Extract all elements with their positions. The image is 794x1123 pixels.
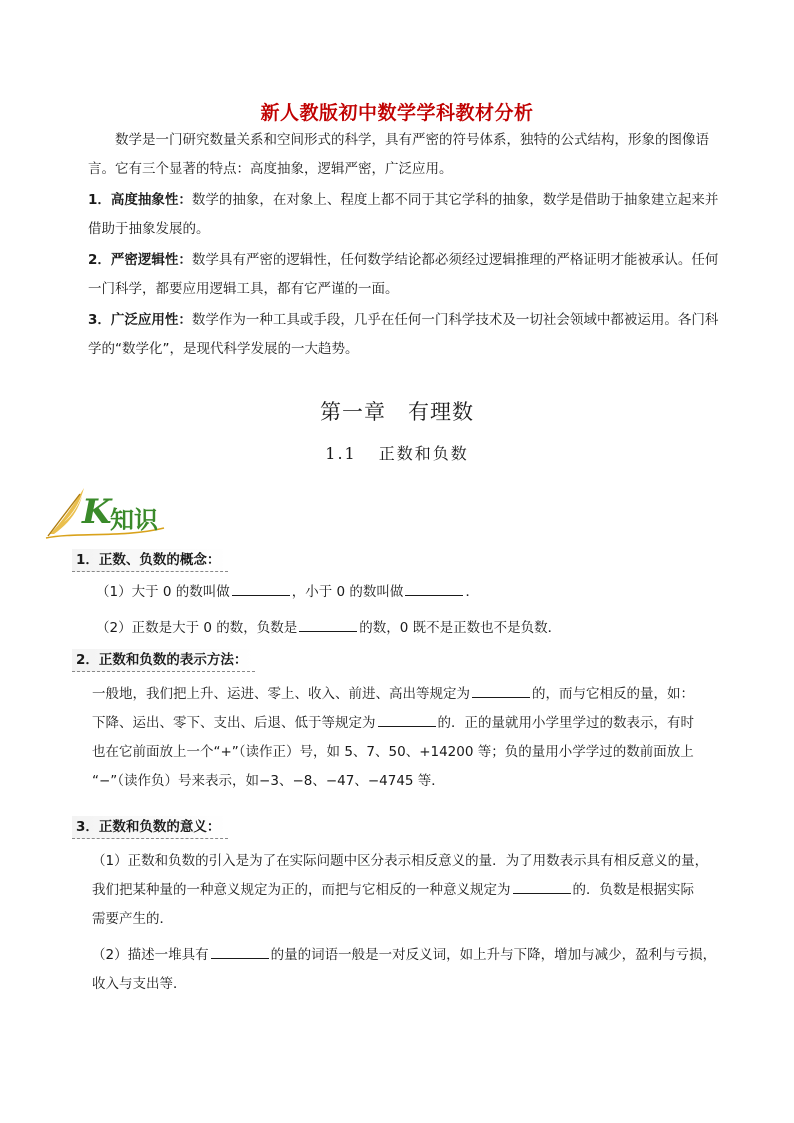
blank-negative-meaning[interactable] (513, 879, 571, 894)
feature-2 (88, 246, 728, 304)
representation-line-1-text-a: 一般地，我们把上升、运进、零上、收入、前进、高出等规定为 (92, 686, 470, 702)
feature-2-line-2: 一门科学，都要应用逻辑工具，都有它严谨的一面。 (88, 281, 399, 297)
document-title: 新人教版初中数学学科教材分析 (260, 102, 534, 124)
concept-body (92, 578, 736, 643)
concept-line-1-text-a: （1）大于 0 的数叫做 (96, 584, 230, 600)
section-number: 1.1 (325, 444, 357, 463)
concept-line-1 (96, 578, 736, 607)
feature-3-label: 3．广泛应用性： (88, 312, 192, 328)
concept-line-2-text-b: 的数，0 既不是正数也不是负数． (359, 620, 562, 636)
meaning-body (92, 847, 732, 999)
heading-representation: 2．正数和负数的表示方法： (72, 649, 255, 672)
blank-positive-direction[interactable] (472, 683, 530, 698)
feature-1-line-2: 借助于抽象发展的。 (88, 221, 210, 237)
feature-2-label: 2．严密逻辑性： (88, 252, 192, 268)
concept-line-2 (96, 614, 736, 643)
meaning-p2-line-1-text-a: （2）描述一堆具有 (92, 947, 209, 963)
blank-negative[interactable] (405, 581, 463, 596)
concept-line-1-text-c: ． (465, 584, 479, 600)
meaning-p1-line-2-text-a: 我们把某种量的一种意义规定为正的，而把与它相反的一种意义规定为 (92, 882, 511, 898)
blank-positive[interactable] (232, 581, 290, 596)
feature-3 (88, 306, 728, 364)
section-title (0, 441, 794, 464)
feature-2-text: 数学具有严密的逻辑性，任何数学结论都必须经过逻辑推理的严格证明才能被承认。任何 (191, 252, 719, 268)
feature-1-label: 1．高度抽象性： (88, 192, 192, 208)
representation-body (92, 680, 732, 796)
representation-line-1 (92, 680, 732, 709)
heading-meaning: 3．正数和负数的意义： (72, 816, 228, 839)
representation-line-2-text-a: 下降、运出、零下、支出、后退、低于等规定为 (92, 715, 376, 731)
section-name: 正数和负数 (378, 444, 469, 463)
meaning-p1-line-2-text-b: 的．负数是根据实际 (572, 882, 694, 898)
representation-line-1-text-b: 的，而与它相反的量，如： (532, 686, 694, 702)
blank-less-than-zero[interactable] (299, 617, 357, 632)
feature-3-text: 数学作为一种工具或手段，几乎在任何一门科学技术及一切社会领域中都被运用。各门科 (191, 312, 719, 328)
chapter-title: 第一章 有理数 (320, 400, 474, 424)
blank-negative-direction[interactable] (378, 712, 436, 727)
representation-line-3: 也在它前面放上一个“+”（读作正）号，如 5、7、50、+14200 等；负的量用小学学过的数前面放上 (92, 744, 694, 760)
meaning-p1-line-2 (92, 876, 732, 905)
concept-line-1-text-b: ，小于 0 的数叫做 (291, 584, 404, 600)
heading-concept: 1．正数、负数的概念： (72, 549, 228, 572)
knowledge-logo (44, 482, 194, 540)
feature-1-text: 数学的抽象，在对象上、程度上都不同于其它学科的抽象，数学是借助于抽象建立起来并 (191, 192, 719, 208)
representation-line-2-text-b: 的．正的量就用小学里学过的数表示，有时 (437, 715, 694, 731)
blank-opposite-meaning[interactable] (211, 944, 269, 959)
concept-line-2-text-a: （2）正数是大于 0 的数，负数是 (96, 620, 298, 636)
representation-line-2 (92, 709, 732, 738)
meaning-p2-line-1 (92, 941, 732, 970)
feature-3-line-2: 学的“数学化”，是现代科学发展的一大趋势。 (88, 341, 359, 357)
representation-line-4: “−”（读作负）号来表示，如−3、−8、−47、−4745 等． (92, 773, 445, 789)
intro-line-1: 数学是一门研究数量关系和空间形式的科学，具有严密的符号体系，独特的公式结构，形象的图像语 (115, 132, 709, 148)
meaning-p1-line-3: 需要产生的． (92, 911, 173, 927)
meaning-p1-line-1: （1）正数和负数的引入是为了在实际问题中区分表示相反意义的量．为了用数表示具有相反意义的量， (92, 853, 709, 869)
feature-1 (88, 186, 728, 244)
meaning-p2-line-1-text-b: 的量的词语一般是一对反义词，如上升与下降，增加与减少，盈利与亏损， (270, 947, 717, 963)
logo-text: 知识 (110, 506, 158, 534)
intro-paragraph (88, 126, 728, 184)
meaning-p2-line-2: 收入与支出等． (92, 976, 187, 992)
logo-letter: K (82, 492, 112, 532)
intro-line-2: 言。它有三个显著的特点：高度抽象，逻辑严密，广泛应用。 (88, 161, 453, 177)
